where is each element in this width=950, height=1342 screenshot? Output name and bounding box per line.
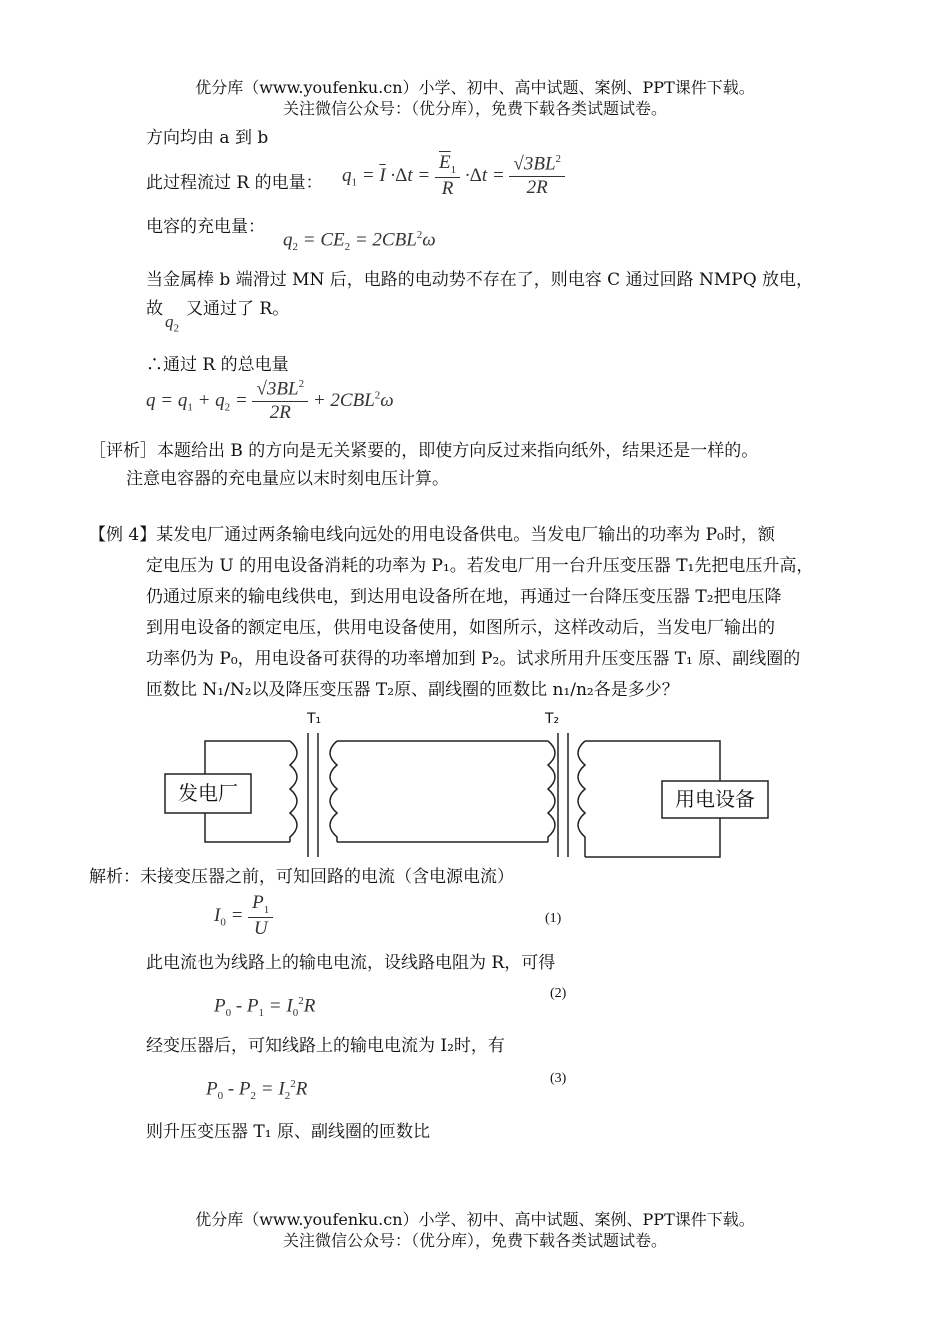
equation-1: $I_0$ = $\frac{P_1}{U}$: [214, 892, 273, 941]
discharge-line-2b: 又通过了 R。: [186, 299, 290, 319]
footer-line-2: 关注微信公众号：（优分库），免费下载各类试题试卷。: [282, 1231, 667, 1250]
t1-primary-coil: [290, 741, 297, 842]
header-line-2: 关注微信公众号：（优分库），免费下载各类试题试卷。: [282, 99, 667, 118]
total-charge-formula: $q = q_1 + q_2$ = $\frac{√3BL^2}{2R}$ + $2CBL^2\omega$: [146, 378, 394, 424]
discharge-line-2a: 故: [146, 299, 163, 319]
t2-label: T₂: [545, 711, 560, 727]
power-plant-label: 发电厂: [178, 781, 238, 805]
device-label: 用电设备: [675, 787, 755, 811]
t1-secondary-coil: [330, 741, 337, 842]
example4-line-5: 功率仍为 P₀，用电设备可获得的功率增加到 P₂。试求所用升压变压器 T₁ 原、副线圈的: [146, 649, 801, 669]
equation-1-number: (1): [545, 911, 562, 926]
solution-intro: 解析：未接变压器之前，可知回路的电流（含电源电流）: [89, 867, 514, 887]
comment-line-2: 注意电容器的充电量应以末时刻电压计算。: [126, 469, 449, 489]
charge-r-label: 此过程流过 R 的电量：: [146, 173, 323, 193]
after-transformer-text: 经变压器后，可知线路上的输电电流为 I₂时，有: [146, 1036, 505, 1056]
header-line-1: 优分库（www.youfenku.cn）小学、初中、高中试题、案例、PPT课件下载。: [195, 78, 755, 97]
total-charge-text: ∴通过 R 的总电量: [146, 355, 289, 375]
capacitor-label: 电容的充电量：: [146, 217, 265, 237]
example4-line-2: 定电压为 U 的用电设备消耗的功率为 P₁。若发电厂用一台升压变压器 T₁先把电压升高，: [146, 556, 814, 576]
equation-2: $P_0 - P_1 = I_0^2R$: [214, 995, 316, 1020]
t1-label: T₁: [307, 711, 322, 727]
charge-r-formula: $q_1 = \overline{I} \cdot\Delta t$ = $\frac{\overline{E}_1}{R}$ ·Δt = $\frac{√3BL^2}{2R}$: [342, 152, 565, 201]
capacitor-formula: $q_2 = CE_2 = 2CBL^2\omega$: [283, 229, 436, 254]
example4-line-3: 仍通过原来的输电线供电，到达用电设备所在地，再通过一台降压变压器 T₂把电压降: [146, 587, 782, 607]
equation-3: $P_0 - P_2 = I_2^2R$: [206, 1078, 308, 1103]
device-wire-bottom: [585, 818, 720, 857]
example4-line-4: 到用电设备的额定电压，供用电设备使用，如图所示，这样改动后，当发电厂输出的: [146, 618, 775, 638]
direction-text: 方向均由 a 到 b: [146, 128, 269, 148]
equation-2-number: (2): [550, 986, 567, 1001]
transformer-circuit-diagram: [150, 700, 790, 865]
discharge-line-1: 当金属棒 b 端滑过 MN 后，电路的电动势不存在了，则电容 C 通过回路 NMPQ 放电，: [146, 270, 814, 290]
example4-line-1: 【例 4】某发电厂通过两条输电线向远处的用电设备供电。当发电厂输出的功率为 P₀时，额: [89, 525, 775, 545]
device-wire-top: [585, 741, 720, 781]
example4-line-6: 匝数比 N₁/N₂以及降压变压器 T₂原、副线圈的匝数比 n₁/n₂各是多少？: [146, 680, 679, 700]
footer-line-1: 优分库（www.youfenku.cn）小学、初中、高中试题、案例、PPT课件下载。: [195, 1210, 755, 1229]
equation-3-number: (3): [550, 1071, 567, 1086]
line-resistance-text: 此电流也为线路上的输电电流，设线路电阻为 R，可得: [146, 953, 556, 973]
comment-line-1: ［评析］本题给出 B 的方向是无关紧要的，即使方向反过来指向纸外，结果还是一样的。: [89, 441, 759, 461]
t2-primary-coil: [548, 741, 555, 842]
plant-wire-bottom: [205, 813, 290, 842]
t2-secondary-coil: [578, 741, 585, 857]
q2-symbol: $q_2$: [165, 312, 179, 335]
turns-ratio-text: 则升压变压器 T₁ 原、副线圈的匝数比: [146, 1122, 430, 1142]
